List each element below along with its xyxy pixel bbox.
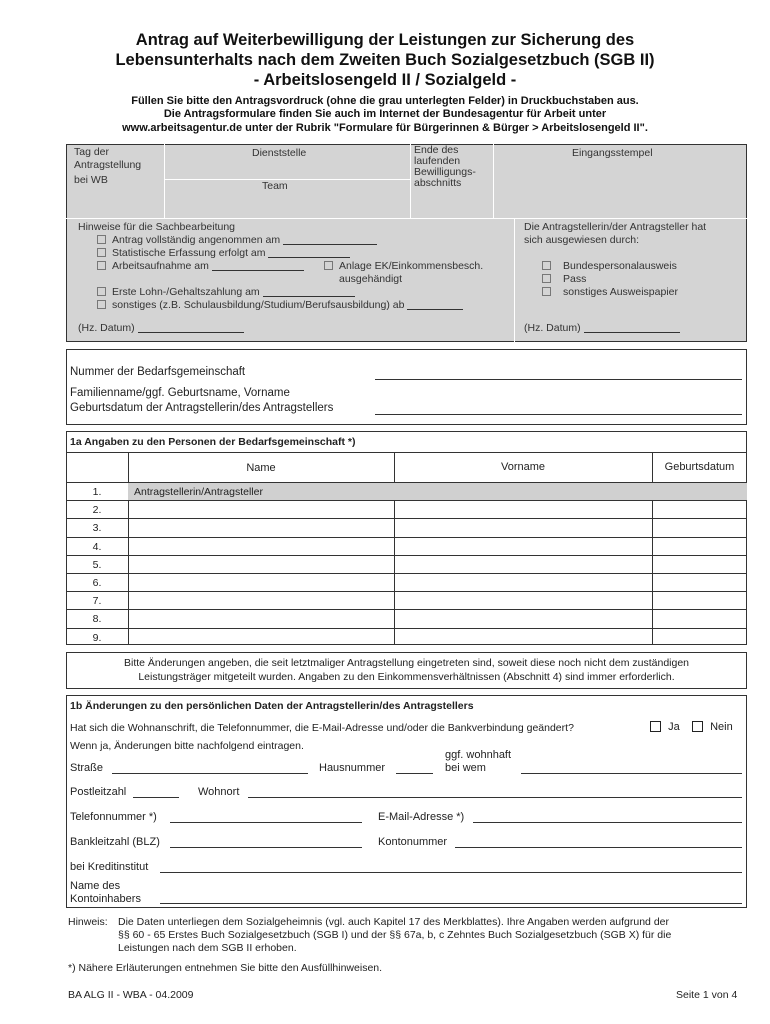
nein-label: Nein (710, 721, 733, 733)
nummer-label: Nummer der Bedarfsgemeinschaft (70, 366, 246, 378)
bei-wb-label: bei WB (74, 174, 108, 186)
plz-field[interactable] (133, 797, 179, 798)
hinweis-statistik-label: Statistische Erfassung erfolgt am (112, 247, 266, 259)
kontoinhaber-label-1: Name des (70, 880, 121, 892)
bewilligungs-label: Bewilligungs- (414, 166, 476, 178)
plz-label: Postleitzahl (70, 786, 127, 798)
telefon-label: Telefonnummer *) (70, 811, 157, 823)
row-1-antragsteller-label: Antragstellerin/Antragsteller (134, 486, 263, 498)
geburtsdatum-label: Geburtsdatum der Antragstellerin/des Antragstellers (70, 402, 334, 414)
note-line-2: Leistungsträger mitgeteilt wurden. Angaben zu den Einkommensverhältnissen (Abschnitt 4) sind immer erforderlich. (138, 671, 675, 683)
blz-field[interactable] (170, 847, 362, 848)
ausweis-sonstiges-label: sonstiges Ausweispapier (563, 286, 678, 298)
wohnort-field[interactable] (248, 797, 742, 798)
strasse-field[interactable] (112, 773, 308, 774)
row-divider (66, 628, 747, 629)
familienname-label: Familienname/ggf. Geburtsname, Vorname (70, 387, 290, 399)
ja-checkbox[interactable] (650, 721, 661, 732)
email-field[interactable] (473, 822, 742, 823)
section-1a-title: 1a Angaben zu den Personen der Bedarfsgemeinschaft *) (70, 436, 356, 448)
row-divider (66, 500, 747, 501)
dienststelle-label: Dienststelle (252, 147, 307, 159)
row-number: 1. (92, 486, 102, 498)
hinweis-sonstiges-label: sonstiges (z.B. Schulausbildung/Studium/Berufsausbildung) ab (112, 299, 405, 311)
kontonummer-field[interactable] (455, 847, 742, 848)
title-line-2: Lebensunterhalts nach dem Zweiten Buch Sozialgesetzbuch (SGB II) (115, 51, 655, 69)
hinweis-line-2: §§ 60 - 65 Erstes Buch Sozialgesetzbuch (SGB I) und der §§ 67a, b, c Zehntes Buch Sozialgesetzbuch (SGB X) für die (118, 929, 672, 941)
hz-datum-right-label: (Hz. Datum) (524, 322, 581, 334)
ende-des-label: Ende des (414, 144, 459, 156)
col-geburtsdatum-header: Geburtsdatum (664, 461, 735, 473)
row-divider (66, 591, 747, 592)
hz-datum-left-label: (Hz. Datum) (78, 322, 135, 334)
row-divider (66, 555, 747, 556)
eingangsstempel-label: Eingangsstempel (572, 147, 653, 159)
wohnort-label: Wohnort (198, 786, 240, 798)
row-number: 8. (92, 613, 102, 626)
checkbox (542, 287, 551, 296)
wenn-ja-label: Wenn ja, Änderungen bitte nachfolgend eintragen. (70, 740, 304, 752)
strasse-label: Straße (70, 762, 104, 774)
row-number: 7. (92, 595, 102, 608)
checkbox (97, 235, 106, 244)
row-divider (66, 609, 747, 610)
row-divider (66, 573, 747, 574)
row-divider (66, 537, 747, 538)
email-label: E-Mail-Adresse *) (378, 811, 465, 823)
checkbox (97, 300, 106, 309)
row-number: 9. (92, 631, 102, 644)
ausweis-bpa-label: Bundespersonalausweis (563, 260, 677, 272)
row-number: 3. (92, 522, 102, 535)
nummer-field[interactable] (375, 379, 742, 380)
instructions-line-3: www.arbeitsagentur.de unter der Rubrik "Formulare für Bürgerinnen & Bürger > Arbeitslosengeld II". (122, 122, 648, 134)
wohnhaft-label-2: bei wem (445, 762, 486, 774)
nein-checkbox[interactable] (692, 721, 703, 732)
checkbox (542, 261, 551, 270)
wohnhaft-field[interactable] (521, 773, 742, 774)
instructions-line-2: Die Antragsformulare finden Sie auch im Internet der Bundesagentur für Arbeit unter (163, 108, 607, 120)
checkbox (97, 248, 106, 257)
hausnummer-field[interactable] (396, 773, 433, 774)
hinweis-line-1: Die Daten unterliegen dem Sozialgeheimnis (vgl. auch Kapitel 17 des Merkblattes). Ihre Angaben werden aufgrund der (118, 916, 669, 928)
tag-der-label: Tag der (74, 146, 110, 158)
kontonummer-label: Kontonummer (378, 836, 448, 848)
laufenden-label: laufenden (414, 155, 461, 167)
hinweis-antrag-label: Antrag vollständig angenommen am (112, 234, 281, 246)
hinweis-arbeitsaufnahme-label: Arbeitsaufnahme am (112, 260, 209, 272)
row-number: 5. (92, 558, 102, 571)
col-name-header: Name (246, 462, 276, 474)
title-line-1: Antrag auf Weiterbewilligung der Leistungen zur Sicherung des (135, 31, 635, 49)
checkbox (97, 261, 106, 270)
hinweis-line-3: Leistungen nach dem SGB II erhoben. (118, 942, 297, 954)
hausnummer-label: Hausnummer (319, 762, 386, 774)
form-id: BA ALG II - WBA - 04.2009 (68, 989, 194, 1001)
hinweis-anlage-label: Anlage EK/Einkommensbesch. (339, 260, 484, 272)
hinweis-ausgehaendigt-label: ausgehändigt (339, 273, 403, 285)
title-line-3: - Arbeitslosengeld II / Sozialgeld - (253, 71, 517, 89)
kreditinstitut-field[interactable] (160, 872, 742, 873)
kontoinhaber-label-2: Kontoinhabers (70, 893, 141, 905)
kontoinhaber-field[interactable] (160, 903, 742, 904)
telefon-field[interactable] (170, 822, 362, 823)
checkbox (542, 274, 551, 283)
ausweis-label-2: sich ausgewiesen durch: (524, 234, 639, 246)
abschnitts-label: abschnitts (414, 177, 462, 189)
row-divider (66, 518, 747, 519)
hinweis-lohn-label: Erste Lohn-/Gehaltszahlung am (112, 286, 260, 298)
row-number: 6. (92, 577, 102, 589)
asterisk-note: *) Nähere Erläuterungen entnehmen Sie bitte den Ausfüllhinweisen. (68, 962, 383, 974)
checkbox (324, 261, 333, 270)
col-vorname-header: Vorname (500, 461, 546, 473)
ausweis-label-1: Die Antragstellerin/der Antragsteller hat (524, 221, 707, 233)
section-1b-title: 1b Änderungen zu den persönlichen Daten der Antragstellerin/des Antragstellers (70, 700, 474, 712)
team-label: Team (262, 180, 288, 192)
aenderung-question: Hat sich die Wohnanschrift, die Telefonnummer, die E-Mail-Adresse und/oder die Bankverbindung geändert? (70, 722, 574, 734)
row-number: 2. (92, 504, 102, 517)
hinweise-title: Hinweise für die Sachbearbeitung (78, 221, 236, 233)
row-number: 4. (92, 540, 102, 553)
blz-label: Bankleitzahl (BLZ) (70, 836, 160, 848)
ja-label: Ja (668, 721, 680, 733)
checkbox (97, 287, 106, 296)
ausweis-pass-label: Pass (563, 273, 587, 285)
note-line-1: Bitte Änderungen angeben, die seit letztmaliger Antragstellung eingetreten sind, soweit diese noch nicht dem zuständigen (123, 657, 690, 669)
wohnhaft-label-1: ggf. wohnhaft (445, 749, 512, 761)
hinweis-label: Hinweis: (68, 916, 108, 928)
kreditinstitut-label: bei Kreditinstitut (70, 861, 149, 873)
instructions-line-1: Füllen Sie bitte den Antragsvordruck (ohne die grau unterlegten Felder) in Druckbuchstaben aus. (131, 95, 639, 107)
name-geburtsdatum-field[interactable] (375, 414, 742, 415)
antragstellung-label: Antragstellung (74, 159, 142, 171)
page-number: Seite 1 von 4 (676, 989, 738, 1001)
